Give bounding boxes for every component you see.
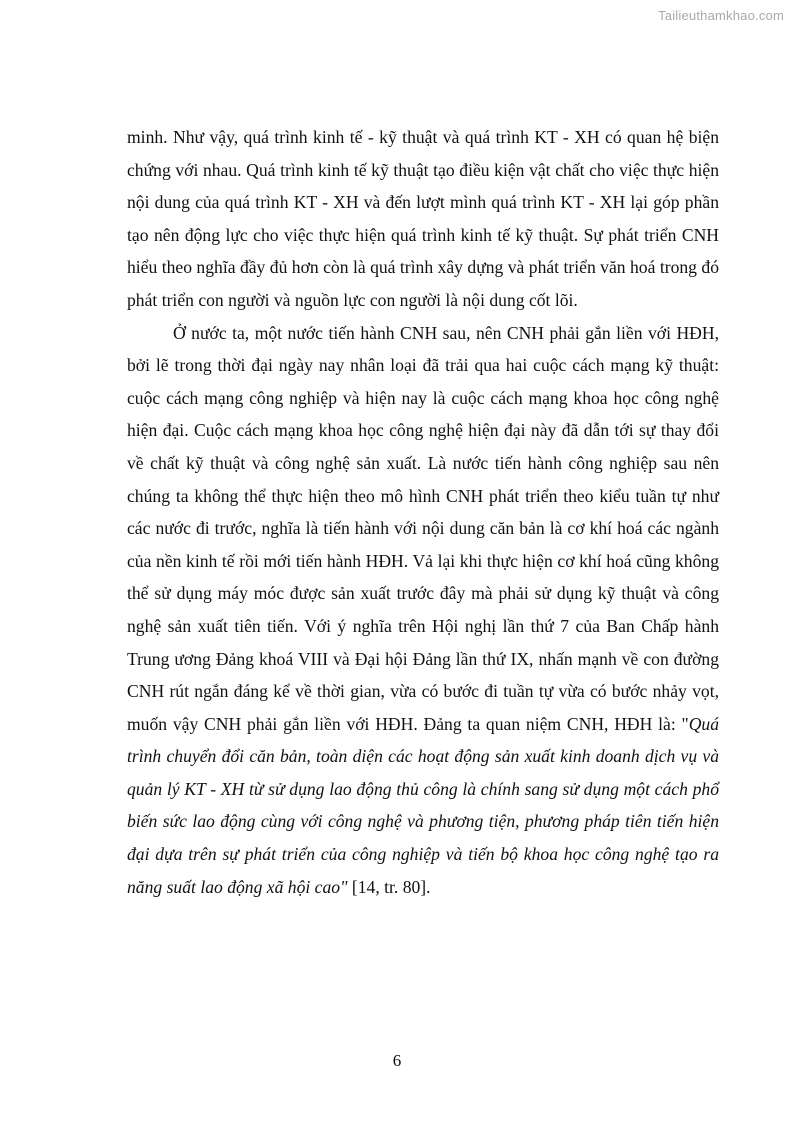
document-body (127, 121, 719, 903)
page-number: 6 (392, 1051, 402, 1070)
watermark-text: Tailieuthamkhao.com (658, 8, 784, 23)
paragraph-2-normal-text: Ở nước ta, một nước tiến hành CNH sau, nên CNH phải gắn liền với HĐH, bởi lẽ trong thời đại ngày nay nhân loại đã trải qua hai cuộc cách mạng kỹ thuật: cuộc cách mạng công nghiệp và hiện nay là cuộc cách mạng khoa học công nghệ hiện đại. Cuộc cách mạng khoa học công nghệ hiện đại này đã dẫn tới sự thay đổi về chất kỹ thuật và công nghệ sản xuất. Là nước tiến hành công nghiệp sau nên chúng ta không thể thực hiện theo mô hình CNH phát triển theo kiểu tuần tự như các nước đi trước, nghĩa là tiến hành với nội dung căn bản là cơ khí hoá các ngành của nền kinh tế rồi mới tiến hành HĐH. Vả lại khi thực hiện cơ khí hoá cũng không thể sử dụng máy móc được sản xuất trước đây mà phải sử dụng kỹ thuật và công nghệ sản xuất tiên tiến. Với ý nghĩa trên Hội nghị lần thứ 7 của Ban Chấp hành Trung ương Đảng khoá VIII và Đại hội Đảng lần thứ IX, nhấn mạnh về con đường CNH rút ngắn đáng kể về thời gian, vừa có bước đi tuần tự vừa có bước nhảy vọt, muốn vậy CNH phải gắn liền với HĐH. Đảng ta quan niệm CNH, HĐH là: " (127, 322, 719, 734)
paragraph-2 (127, 317, 719, 904)
paragraph-1: minh. Như vậy, quá trình kinh tế - kỹ thuật và quá trình KT - XH có quan hệ biện chứng với nhau. Quá trình kinh tế kỹ thuật tạo điều kiện vật chất cho việc thực hiện nội dung của quá trình KT - XH và đến lượt mình quá trình KT - XH lại góp phần tạo nên động lực cho việc thực hiện quá trình kinh tế kỹ thuật. Sự phát triển CNH hiểu theo nghĩa đầy đủ hơn còn là quá trình xây dựng và phát triển văn hoá trong đó phát triển con người và nguồn lực con người là nội dung cốt lõi. (127, 127, 719, 310)
paragraph-2-citation: [14, tr. 80]. (347, 876, 431, 897)
paragraph-2-quotation: Quá trình chuyển đổi căn bản, toàn diện các hoạt động sản xuất kinh doanh dịch vụ và quản lý KT - XH từ sử dụng lao động thủ công là chính sang sử dụng một cách phổ biến sức lao động cùng với công nghệ và phương tiện, phương pháp tiên tiến hiện đại dựa trên sự phát triển của công nghiệp và tiến bộ khoa học công nghệ tạo ra năng suất lao động xã hội cao" (127, 713, 719, 897)
